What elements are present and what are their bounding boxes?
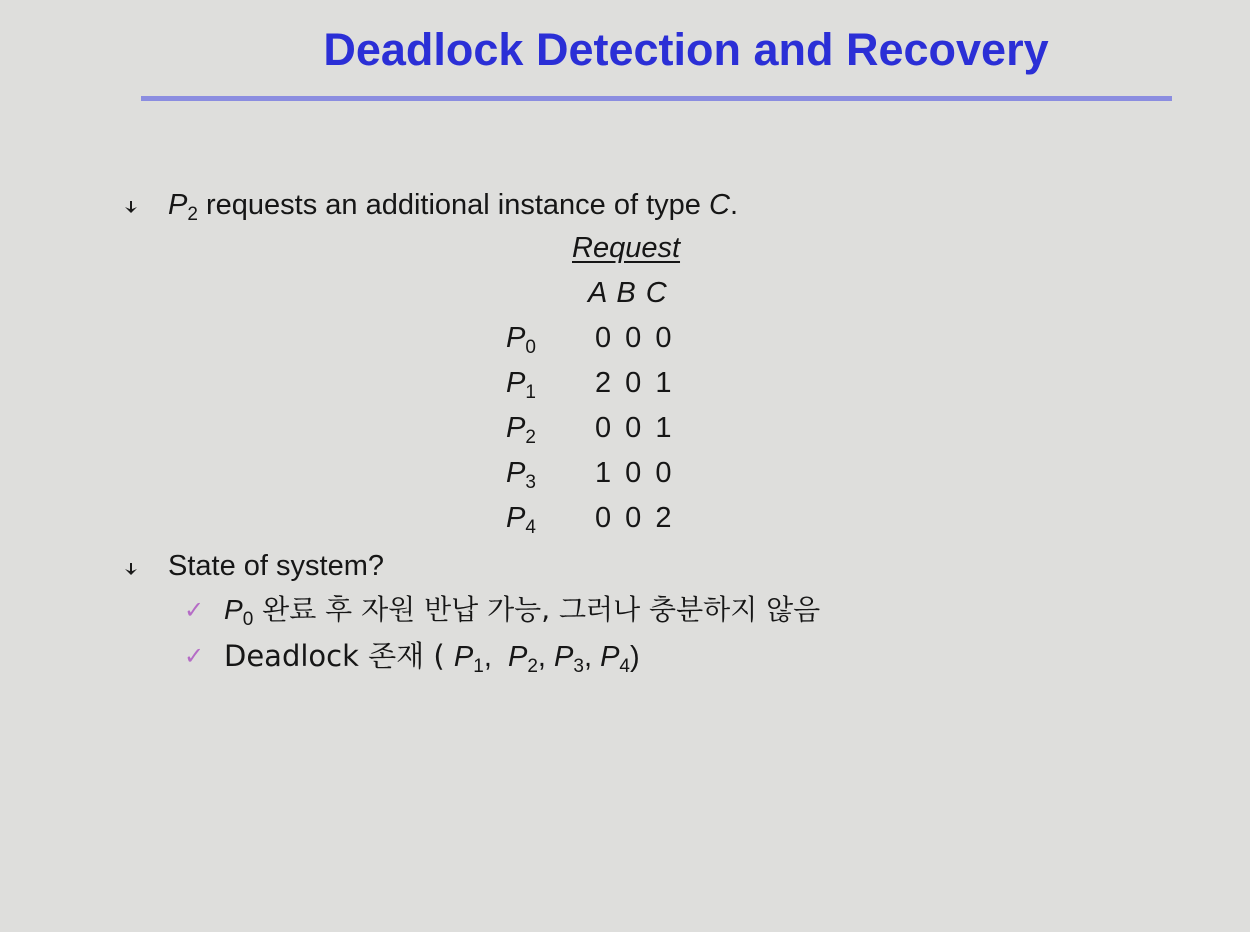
separator: ): [630, 641, 640, 673]
table-row: [506, 322, 706, 362]
row-process: [506, 322, 536, 358]
process-letter: P: [506, 412, 526, 444]
separator: ,: [583, 641, 601, 673]
subbullet-deadlock-exists: [224, 639, 640, 677]
table-row: [506, 412, 706, 452]
process-subscript: 2: [187, 204, 198, 225]
table-row: [506, 502, 706, 542]
process-letter: P: [507, 641, 528, 673]
row-process: [506, 502, 536, 538]
process-index: 3: [573, 656, 584, 677]
period: .: [729, 189, 738, 221]
subbullet-p0-complete: [224, 593, 821, 630]
bullet-p2-request: [168, 188, 738, 225]
title-rule: [141, 96, 1172, 101]
process-letter: P: [506, 367, 526, 399]
row-values: 2 0 1: [595, 367, 675, 399]
subbullet-lead: Deadlock 존재 (: [224, 639, 454, 673]
process-index: 3: [525, 472, 536, 493]
process-letter: P: [506, 457, 526, 489]
arrow-down-bullet-icon: [122, 198, 140, 216]
row-process: [506, 457, 536, 493]
process-letter: P: [506, 502, 526, 534]
row-process: [506, 367, 536, 403]
process-index: 1: [473, 656, 484, 677]
bullet-state-of-system: State of system?: [168, 550, 384, 582]
row-values: 1 0 0: [595, 457, 675, 489]
row-values: 0 0 1: [595, 412, 675, 444]
process-letter: P: [453, 641, 474, 673]
separator: ,: [483, 641, 508, 673]
process-index: 0: [525, 337, 536, 358]
process-letter: P: [600, 641, 620, 673]
process-letter: P: [554, 641, 574, 673]
checkmark-icon: ✓: [184, 642, 205, 670]
request-table-columns: A B C: [588, 277, 667, 309]
table-row: [506, 367, 706, 407]
slide-title: Deadlock Detection and Recovery: [323, 24, 1049, 75]
row-values: 0 0 2: [595, 502, 675, 534]
table-row: [506, 457, 706, 497]
process-letter: P: [506, 322, 526, 354]
process-index: 2: [525, 427, 536, 448]
row-process: [506, 412, 536, 448]
request-table-title: Request: [572, 232, 681, 264]
resource-type: C: [708, 189, 730, 221]
subbullet-text: 완료 후 자원 반납 가능, 그러나 충분하지 않음: [253, 593, 821, 626]
process-letter: P: [224, 594, 243, 625]
bullet-text: requests an additional instance of type: [197, 189, 709, 221]
process-index: 4: [525, 517, 536, 538]
process-index: 2: [527, 656, 538, 677]
separator: ,: [537, 641, 555, 673]
process-name: P: [168, 189, 188, 221]
process-index: 0: [242, 609, 254, 630]
row-values: 0 0 0: [595, 322, 675, 354]
process-index: 4: [619, 656, 630, 677]
process-index: 1: [525, 382, 536, 403]
checkmark-icon: ✓: [184, 596, 205, 624]
arrow-down-bullet-icon: [122, 560, 140, 578]
